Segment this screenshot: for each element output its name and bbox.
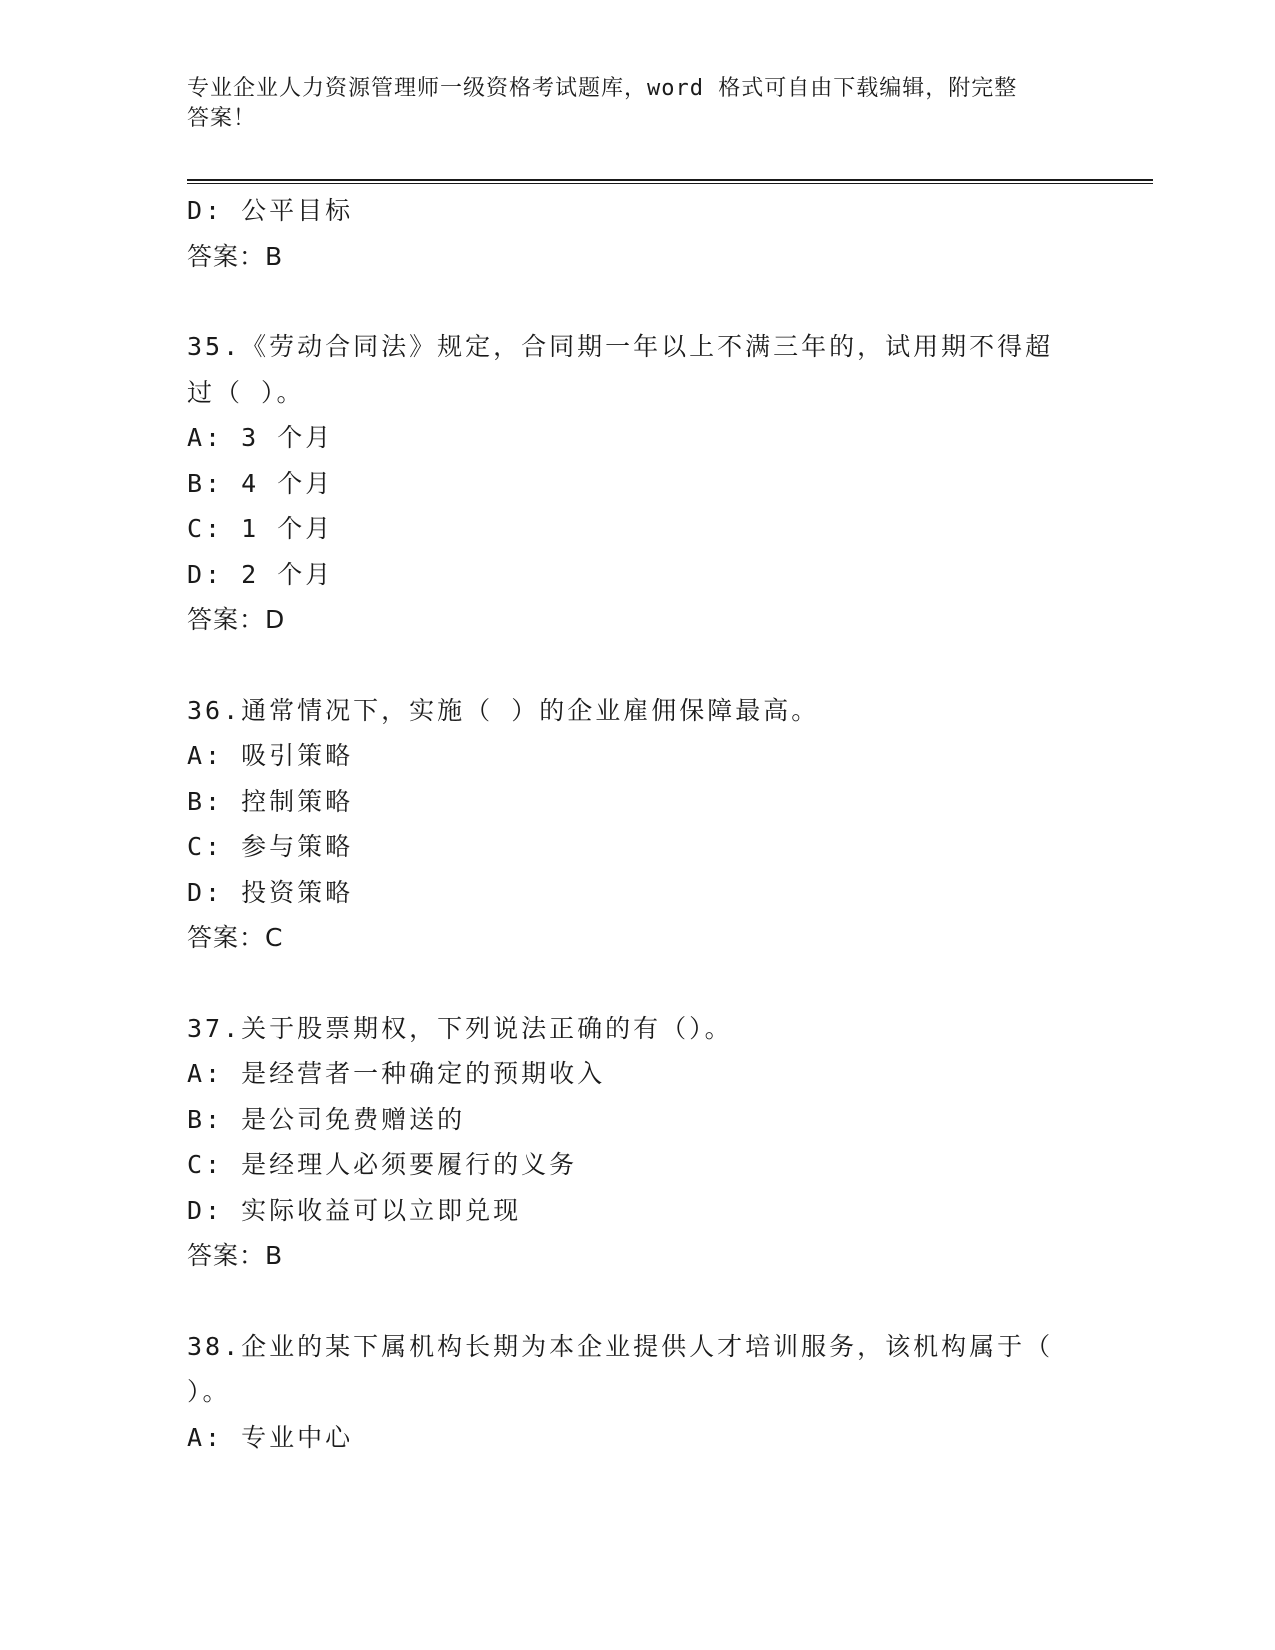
option-d: D: 公平目标 [187,196,354,225]
question-37 [187,1006,1087,1279]
option-d: D: 投资策略 [187,877,354,907]
option-b: B: 4 个月 [187,468,334,498]
option-a: A: 3 个月 [187,423,334,452]
option-a: A: 专业中心 [187,1422,354,1452]
header-line-1: 专业企业人力资源管理师一级资格考试题库，word 格式可自由下载编辑，附完整 [187,76,1018,101]
question-list [187,188,1087,1460]
option-b: B: 是公司免费赠送的 [187,1104,466,1134]
header-line-2: 答案！ [187,106,257,131]
option-b: B: 控制策略 [187,786,354,816]
answer-line: 答案：D [187,605,286,634]
question-stem: 36.通常情况下，实施（ ）的企业雇佣保障最高。 [187,695,820,725]
answer-line: 答案：B [187,1241,284,1270]
question-stem: 37.关于股票期权，下列说法正确的有（）。 [187,1013,733,1043]
answer-line: 答案：C [187,923,284,952]
question-stem: ）。 [187,1377,231,1406]
question-36 [187,688,1087,961]
header-divider-thin [187,183,1153,184]
option-c: C: 1 个月 [187,514,334,543]
option-c: C: 参与策略 [187,832,354,861]
carryover-block [187,188,1087,279]
option-a: A: 是经营者一种确定的预期收入 [187,1059,606,1088]
question-stem: 过（ ）。 [187,377,305,407]
option-a: A: 吸引策略 [187,741,354,770]
option-d: D: 2 个月 [187,559,334,589]
question-35 [187,324,1087,643]
document-header [187,74,1087,134]
question-stem: 35.《劳动合同法》规定，合同期一年以上不满三年的，试用期不得超 [187,332,1054,361]
question-38 [187,1324,1087,1461]
question-stem: 38.企业的某下属机构长期为本企业提供人才培训服务，该机构属于（ [187,1331,1054,1361]
header-divider-thick [187,179,1153,181]
answer-line: 答案：B [187,241,284,271]
option-d: D: 实际收益可以立即兑现 [187,1195,522,1225]
option-c: C: 是经理人必须要履行的义务 [187,1150,578,1179]
